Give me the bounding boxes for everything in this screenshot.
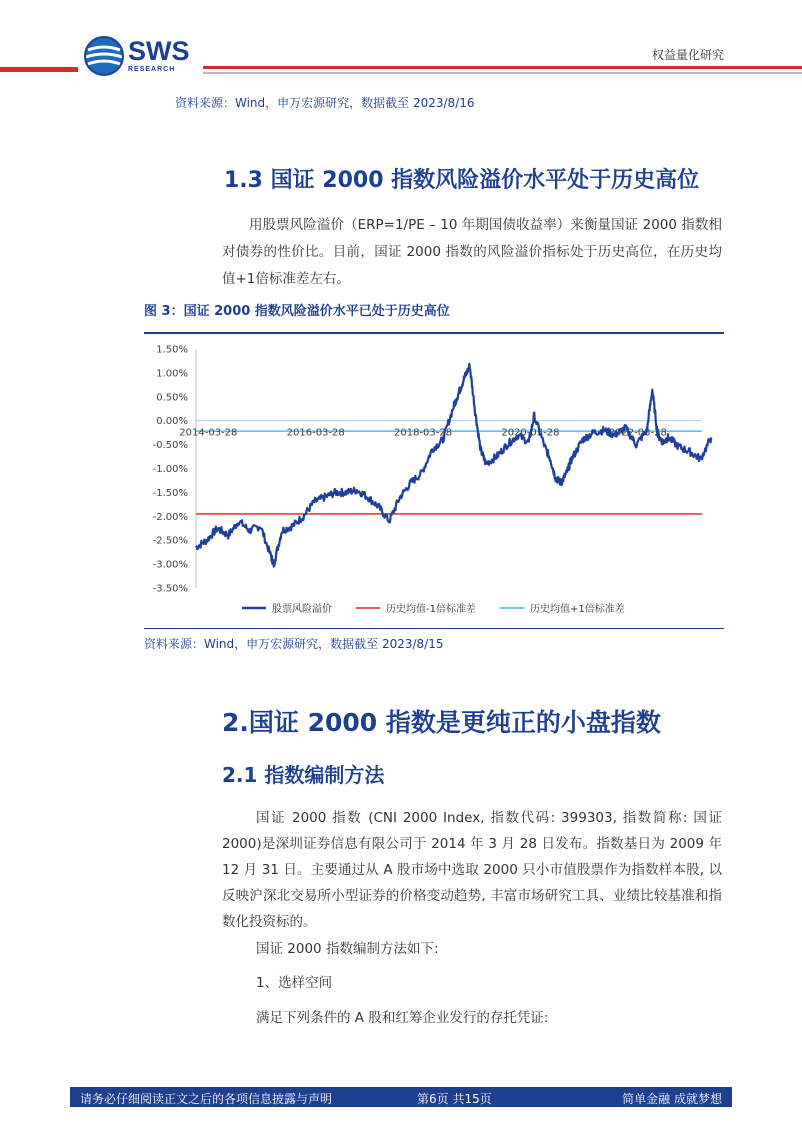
logo-subtext: RESEARCH xyxy=(128,66,176,73)
section-1-3-paragraph: 用股票风险溢价（ERP=1/PE – 10 年期国债收益率）来衡量国证 2000 指数相对债券的性价比。目前，国证 2000 指数的风险溢价指标处于历史高位，在历史均值+1倍标准差左右。 xyxy=(222,217,722,287)
section-2-1-title: 2.1 指数编制方法 xyxy=(222,763,385,787)
y-tick-label: -3.50% xyxy=(152,583,188,595)
legend-label: 历史均值+1倍标准差 xyxy=(530,604,625,615)
top-source-note: 资料来源：Wind，申万宏源研究，数据截至 2023/8/16 xyxy=(175,96,475,110)
y-tick-label: 1.00% xyxy=(156,368,188,380)
y-tick-label: 0.00% xyxy=(156,416,188,428)
header-rule-gray xyxy=(203,72,802,74)
y-tick-label: -2.50% xyxy=(152,535,188,547)
x-tick-label: 2020-03-28 xyxy=(501,427,560,439)
section-2-title: 2.国证 2000 指数是更纯正的小盘指数 xyxy=(222,708,661,737)
section-2-1-paragraph-3: 1、选样空间 xyxy=(256,975,333,991)
footer-page-number: 第6页 共15页 xyxy=(417,1092,492,1106)
section-2-1-paragraph-4: 满足下列条件的 A 股和红筹企业发行的存托凭证: xyxy=(256,1010,549,1026)
y-tick-label: -1.00% xyxy=(152,464,188,475)
logo-globe-icon xyxy=(84,34,128,78)
y-tick-label: -3.00% xyxy=(152,559,188,571)
logo-text: SWS xyxy=(128,36,190,66)
header-rule-left xyxy=(0,67,78,72)
x-tick-label: 2022-03-28 xyxy=(608,427,667,439)
series-line-erp xyxy=(196,364,711,567)
footer-slogan: 简单金融 成就梦想 xyxy=(622,1092,722,1106)
section-1-3-title: 1.3 国证 2000 指数风险溢价水平处于历史高位 xyxy=(224,168,700,193)
y-tick-label: -0.50% xyxy=(152,440,188,452)
header-rule-red xyxy=(203,66,802,69)
figure-title: 图 3：国证 2000 指数风险溢价水平已处于历史高位 xyxy=(144,304,450,319)
risk-premium-chart xyxy=(144,336,724,626)
figure-source-note: 资料来源：Wind，申万宏源研究，数据截至 2023/8/15 xyxy=(144,637,444,651)
figure-bottom-rule xyxy=(144,628,724,629)
legend-label: 历史均值-1倍标准差 xyxy=(386,604,476,615)
y-tick-label: 0.50% xyxy=(156,392,188,404)
x-tick-label: 2016-03-28 xyxy=(286,427,345,439)
y-tick-label: -2.00% xyxy=(152,511,188,523)
header-category: 权益量化研究 xyxy=(651,48,724,62)
x-tick-label: 2014-03-28 xyxy=(179,427,238,439)
figure-top-rule xyxy=(144,332,724,334)
y-tick-label: 1.50% xyxy=(156,344,188,356)
x-tick-label: 2018-03-28 xyxy=(393,427,453,439)
section-2-1-paragraph-2: 国证 2000 指数编制方法如下: xyxy=(256,941,439,957)
section-2-1-paragraph-1: 国证 2000 指数 (CNI 2000 Index, 指数代码: 399303, 指数简称: 国证 2000)是深圳证券信息有限公司于 2014 年 3 月 28 日发布。指数基日为 2009 年 12 月 31 日。主要通过从 A 股市场中选取 2000 只小市值股票作为指数样本股, 以反映沪深北交易所小型证券的价格变动趋势, 丰富市场研究工具、业绩比较基准和指数化投资标的。 xyxy=(222,810,722,930)
footer-disclaimer: 请务必仔细阅读正文之后的各项信息披露与声明 xyxy=(80,1092,333,1106)
legend-label: 股票风险溢价 xyxy=(272,604,332,615)
y-tick-label: -1.50% xyxy=(152,487,188,499)
